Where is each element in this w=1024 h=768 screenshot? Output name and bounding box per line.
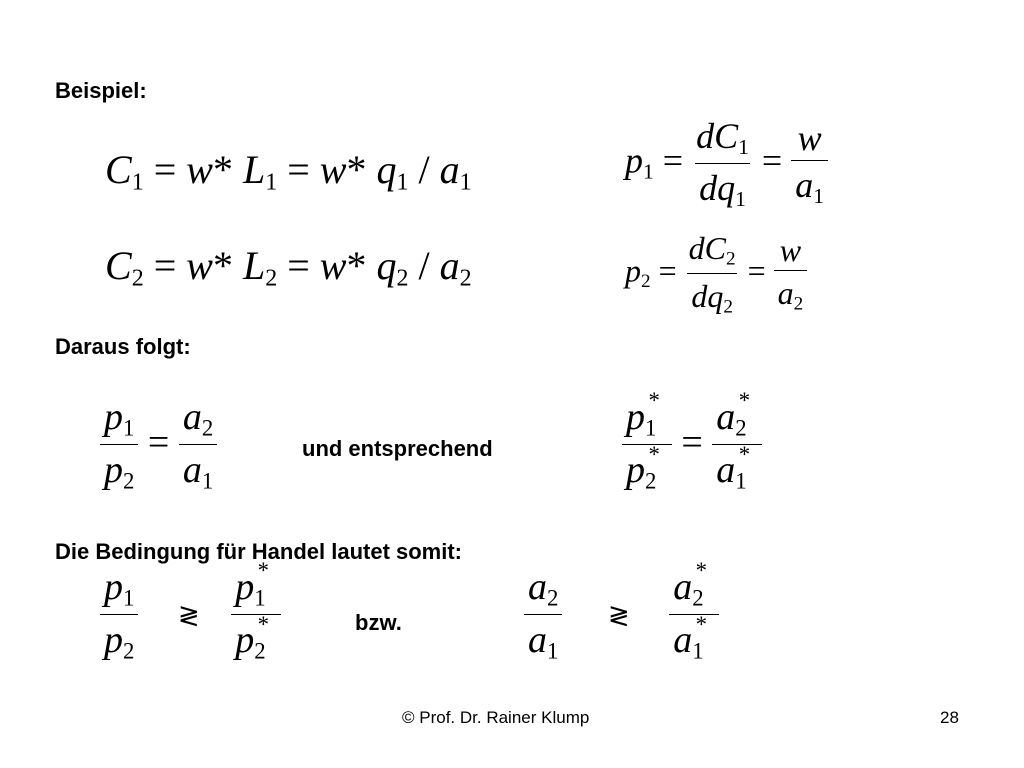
footer-author: © Prof. Dr. Rainer Klump [402, 708, 590, 727]
fraction-w-a2: $\frac{w}{a_2}$ [774, 234, 808, 314]
greater-less-symbol: ≷ [177, 601, 200, 632]
fraction-a2-a1-condition: $\frac{a_2}{a_1}$ [524, 568, 562, 663]
fraction-a2star-a1star: $\frac{a_2^*}{a_1^*}$ [712, 398, 762, 493]
cost-equation-1: $C_1 = w*$ $L_1 = w*$ $q_1 / a_1$ [105, 147, 472, 196]
fraction-dC2-dq2: $\frac{dC_2}{dq_2}$ [688, 230, 736, 317]
fraction-dC1-dq1: $\frac{dC_1}{dq_1}$ [696, 116, 749, 211]
fraction-w-a1: $\frac{w}{a_1}$ [791, 120, 828, 208]
ratio-equation-foreign: $\frac{p_1^*}{p_2^*}$ = $\frac{a_2^*}{a_1^*}$ [622, 398, 762, 493]
fraction-p1star-p2star: $\frac{p_1^*}{p_2^*}$ [622, 398, 672, 493]
fraction-p1-p2-condition: $\frac{p_1}{p_2}$ [100, 568, 138, 663]
connector-correspondingly: und entsprechend [302, 436, 493, 461]
price-equation-2: $p_2$ = $\frac{dC_2}{dq_2}$ = $\frac{w}{a_2}$ [625, 232, 807, 316]
fraction-p1star-p2star-condition: $\frac{p_1^*}{p_2^*}$ [231, 568, 281, 663]
fraction-a2star-a1star-condition: $\frac{a_2^*}{a_1^*}$ [669, 568, 719, 663]
trade-condition-prices [100, 558, 281, 664]
ratio-equation-home: $\frac{p_1}{p_2}$ = $\frac{a_2}{a_1}$ [100, 398, 217, 493]
fraction-p1-p2: $\frac{p_1}{p_2}$ [100, 398, 138, 493]
fraction-a2-a1: $\frac{a_2}{a_1}$ [179, 398, 217, 493]
page-number: 28 [940, 708, 959, 727]
heading-conclusion: Daraus folgt: [55, 334, 191, 359]
cost-equation-2: $C_2 = w*$ $L_2 = w*$ $q_2 / a_2$ [105, 243, 472, 292]
greater-less-symbol: ≷ [607, 601, 630, 632]
price-equation-1: $p_1$ = $\frac{dC_1}{dq_1}$ = $\frac{w}{a_1}$ [625, 118, 828, 210]
heading-trade-condition: Die Bedingung für Handel lautet somit: [55, 539, 463, 564]
connector-or: bzw. [355, 610, 402, 635]
heading-example: Beispiel: [55, 78, 147, 103]
trade-condition-productivities [524, 558, 719, 664]
